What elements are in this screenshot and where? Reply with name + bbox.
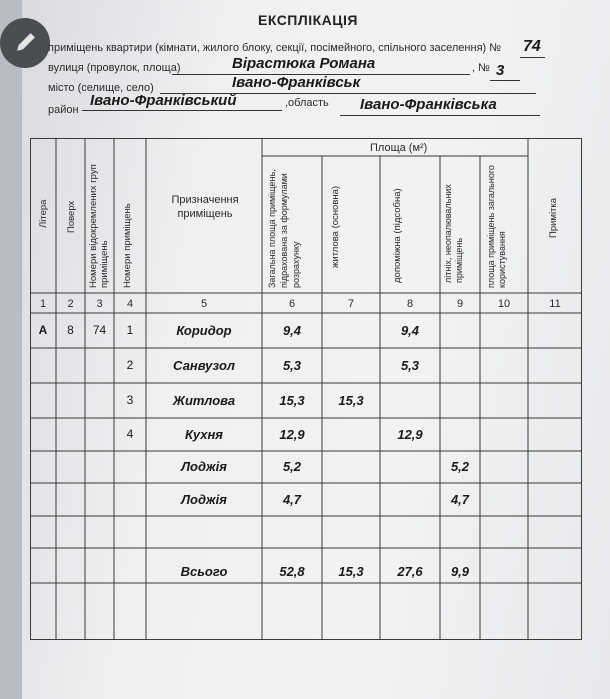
col-header-floor: Поверх [66, 200, 77, 233]
cell-litera: А [38, 322, 48, 337]
pencil-icon [12, 30, 38, 56]
cell-num: 4 [126, 426, 134, 441]
explication-table [30, 138, 582, 640]
city-label: місто (селище, село) [48, 82, 154, 94]
header-line1: приміщень квартири (кімнати, жилого блоку, секції, посімейного, спільного заселення) № [48, 42, 502, 54]
col-number: 5 [200, 298, 208, 310]
cell-living: 15,3 [338, 563, 364, 579]
col-header-groups: Номери відокремлених груп приміщень [88, 164, 110, 288]
region-value: Івано-Франківська [360, 96, 497, 113]
cell-living: 15,3 [338, 392, 364, 408]
street-value: Вірастюка Романа [232, 55, 376, 72]
cell-purpose: Лоджія [181, 491, 227, 507]
col-number: 7 [347, 298, 355, 310]
col-header-total-area: Загальна площа приміщень, підрахована за формулами розрахунку [267, 169, 301, 288]
cell-total: 52,8 [279, 563, 305, 579]
apartment-number: 74 [523, 38, 541, 55]
col-header-purpose: Призначення приміщень [171, 194, 239, 220]
col-header-room-numbers: Номери приміщень [122, 203, 133, 288]
col-number: 10 [497, 298, 511, 310]
cell-purpose: Кухня [185, 426, 223, 442]
col-number: 8 [406, 298, 414, 310]
district-label: район [48, 104, 79, 116]
cell-floor: 8 [67, 322, 74, 337]
cell-total: 12,9 [279, 426, 305, 442]
region-label: ,область [285, 97, 329, 109]
cell-summer: 5,2 [450, 459, 470, 474]
house-label: , № [472, 62, 490, 74]
col-number: 3 [96, 298, 103, 310]
cell-num: 3 [126, 392, 134, 407]
cell-total: 5,2 [282, 459, 302, 474]
cell-total: 9,4 [282, 322, 302, 338]
cell-purpose: Санвузол [172, 357, 236, 373]
district-value: Івано-Франківський [90, 92, 237, 109]
col-header-note: Примітка [548, 197, 559, 238]
cell-purpose: Житлова [172, 392, 236, 408]
cell-aux: 5,3 [400, 357, 420, 373]
cell-total: 5,3 [282, 357, 302, 373]
document-title: ЕКСПЛІКАЦІЯ [258, 12, 358, 28]
city-value: Івано-Франківськ [232, 74, 361, 91]
col-number: 2 [67, 298, 74, 310]
cell-summer: 9,9 [450, 563, 470, 579]
cell-summer: 4,7 [450, 491, 470, 507]
col-header-living: житлова (основна) [330, 185, 341, 268]
cell-purpose: Всього [180, 563, 228, 579]
col-number: 9 [456, 298, 464, 310]
col-header-common: площа приміщень загального користування [486, 165, 507, 288]
edit-button[interactable] [0, 18, 50, 68]
col-number: 1 [39, 298, 47, 310]
cell-purpose: Коридор [176, 322, 232, 338]
cell-group: 74 [92, 322, 107, 337]
cell-purpose: Лоджія [181, 459, 227, 474]
cell-aux: 27,6 [397, 563, 423, 579]
cell-aux: 9,4 [400, 322, 420, 338]
street-label: вулиця (провулок, площа) [48, 62, 181, 74]
col-number: 6 [288, 298, 296, 310]
col-header-auxiliary: допоміжна (підсобна) [392, 188, 403, 283]
col-number: 4 [126, 298, 134, 310]
col-header-summer: літніх, неопалювальних приміщень [443, 184, 464, 283]
col-number: 11 [549, 298, 561, 310]
col-group-area: Площа (м²) [370, 142, 428, 154]
cell-num: 2 [126, 357, 134, 372]
cell-total: 15,3 [279, 392, 305, 408]
house-number: 3 [496, 62, 505, 79]
cell-total: 4,7 [282, 491, 302, 507]
col-header-litera: Літера [38, 199, 49, 228]
cell-aux: 12,9 [397, 426, 423, 442]
cell-num: 1 [126, 322, 134, 337]
